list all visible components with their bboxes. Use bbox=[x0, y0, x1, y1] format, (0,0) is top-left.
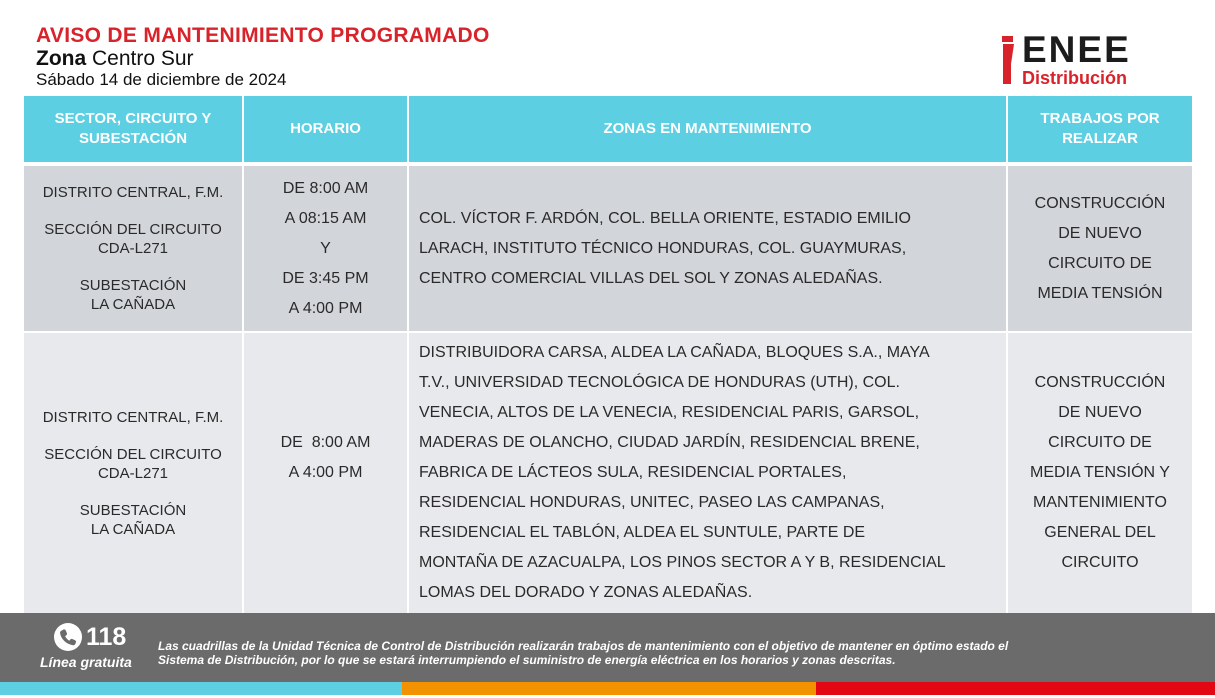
notice-header bbox=[36, 24, 736, 90]
zones-cell bbox=[409, 333, 1008, 613]
zones-line: FABRICA DE LÁCTEOS SULA, RESIDENCIAL PORTALES, bbox=[419, 464, 847, 481]
zones-line: MADERAS DE OLANCHO, CIUDAD JARDÍN, RESIDENCIAL BRENE, bbox=[419, 434, 920, 451]
footer-bar bbox=[0, 613, 1215, 682]
works-cell bbox=[1008, 166, 1192, 331]
zones-line: RESIDENCIAL EL TABLÓN, ALDEA EL SUNTULE, PARTE DE bbox=[419, 524, 866, 541]
schedule-line: A 4:00 PM bbox=[288, 464, 363, 481]
works-line: DE NUEVO bbox=[1058, 404, 1142, 421]
zones-line: MONTAÑA DE AZACUALPA, LOS PINOS SECTOR A Y B, RESIDENCIAL bbox=[419, 554, 946, 571]
sector-cell bbox=[24, 333, 244, 613]
header-works-line: TRABAJOS POR bbox=[1040, 110, 1160, 127]
works-line: GENERAL DEL bbox=[1044, 524, 1156, 541]
zones-line: T.V., UNIVERSIDAD TECNOLÓGICA DE HONDURAS (UTH), COL. bbox=[419, 374, 900, 391]
substation-line: SUBESTACIÓN bbox=[79, 501, 187, 519]
enee-logo-mark-icon bbox=[1000, 36, 1014, 84]
works-line: MEDIA TENSIÓN Y bbox=[1030, 464, 1170, 481]
zones-line: RESIDENCIAL HONDURAS, UNITEC, PASEO LAS CAMPANAS, bbox=[419, 494, 885, 511]
works-line: MEDIA TENSIÓN bbox=[1037, 284, 1163, 302]
zones-line: DISTRIBUIDORA CARSA, ALDEA LA CAÑADA, BLOQUES S.A., MAYA bbox=[419, 344, 930, 361]
phone-number: 118 bbox=[86, 623, 127, 651]
footer-notice-line: Sistema de Distribución, por lo que se estará interrumpiendo el suministro de energía eléctrica en los horarios y zonas descritas. bbox=[158, 653, 896, 667]
substation-line: LA CAÑADA bbox=[90, 296, 176, 313]
footer-notice bbox=[158, 639, 1198, 667]
substation-name bbox=[80, 501, 186, 539]
header-schedule-line: HORARIO bbox=[290, 120, 361, 137]
logo-wordmark: ENEE bbox=[1022, 29, 1131, 70]
table-row bbox=[24, 166, 1192, 331]
works-line: CIRCUITO DE bbox=[1048, 254, 1152, 272]
header-sector-line: SUBESTACIÓN bbox=[78, 130, 188, 147]
sector-line: DISTRITO CENTRAL, F.M. bbox=[42, 408, 224, 426]
circuit-line: SECCIÓN DEL CIRCUITO bbox=[44, 221, 222, 238]
zones-line: VENECIA, ALTOS DE LA VENECIA, RESIDENCIAL PARIS, GARSOL, bbox=[419, 404, 920, 421]
works-line: DE NUEVO bbox=[1058, 224, 1142, 242]
stripe-orange bbox=[402, 682, 816, 695]
sector-name bbox=[43, 183, 224, 202]
notice-title: AVISO DE MANTENIMIENTO PROGRAMADO bbox=[36, 24, 490, 47]
schedule-line: DE 8:00 AM bbox=[282, 179, 369, 197]
table-header-row bbox=[24, 96, 1192, 162]
sector-line: DISTRITO CENTRAL, F.M. bbox=[42, 184, 224, 201]
works-line: MANTENIMIENTO bbox=[1033, 494, 1167, 511]
logo-subtitle: Distribución bbox=[1022, 68, 1128, 88]
substation-line: SUBESTACIÓN bbox=[79, 277, 187, 294]
schedule-line: A 08:15 AM bbox=[284, 209, 367, 227]
maintenance-table bbox=[24, 96, 1192, 613]
substation-line: LA CAÑADA bbox=[90, 520, 176, 538]
zones-line: COL. VÍCTOR F. ARDÓN, COL. BELLA ORIENTE, ESTADIO EMILIO bbox=[419, 209, 911, 227]
works-line: CIRCUITO bbox=[1061, 554, 1139, 571]
schedule-line: DE 8:00 AM bbox=[280, 434, 371, 451]
zones-line: LARACH, INSTITUTO TÉCNICO HONDURAS, COL. GUAYMURAS, bbox=[419, 239, 907, 257]
circuit-line: CDA-L271 bbox=[97, 240, 169, 257]
header-zones bbox=[409, 96, 1008, 162]
works-line: CIRCUITO DE bbox=[1048, 434, 1152, 451]
stripe-red bbox=[816, 682, 1215, 695]
header-schedule bbox=[244, 96, 409, 162]
zones-line: LOMAS DEL DORADO Y ZONAS ALEDAÑAS. bbox=[419, 584, 753, 601]
sector-name bbox=[43, 408, 224, 427]
stripe-cyan bbox=[0, 682, 402, 695]
zone-name: Centro Sur bbox=[86, 47, 194, 70]
works-line: CONSTRUCCIÓN bbox=[1034, 194, 1166, 212]
schedule-line: Y bbox=[320, 239, 331, 257]
notice-date: Sábado 14 de diciembre de 2024 bbox=[36, 70, 287, 89]
header-works-line: REALIZAR bbox=[1062, 130, 1138, 147]
enee-logo bbox=[1000, 29, 1180, 88]
table-row bbox=[24, 333, 1192, 613]
works-line: CONSTRUCCIÓN bbox=[1034, 374, 1166, 391]
circuit-name bbox=[44, 445, 222, 483]
phone-label: Línea gratuita bbox=[40, 654, 132, 670]
sector-cell bbox=[24, 166, 244, 331]
color-stripes bbox=[0, 682, 1215, 695]
schedule-line: A 4:00 PM bbox=[288, 299, 363, 317]
circuit-name bbox=[44, 220, 222, 258]
schedule-cell bbox=[244, 333, 409, 613]
footer-notice-line: Las cuadrillas de la Unidad Técnica de Control de Distribución realizarán trabajos de mantenimiento con el objetivo de mantener en óptimo estado el bbox=[158, 639, 1009, 653]
header-zones-line: ZONAS EN MANTENIMIENTO bbox=[603, 120, 812, 137]
zones-cell bbox=[409, 166, 1008, 331]
zone-label: Zona bbox=[36, 47, 87, 70]
circuit-line: CDA-L271 bbox=[97, 464, 169, 482]
header-sector bbox=[24, 96, 244, 162]
substation-name bbox=[80, 276, 186, 314]
zone-title bbox=[36, 48, 736, 70]
zones-line: CENTRO COMERCIAL VILLAS DEL SOL Y ZONAS ALEDAÑAS. bbox=[419, 269, 883, 287]
circuit-line: SECCIÓN DEL CIRCUITO bbox=[44, 445, 222, 463]
header-works bbox=[1008, 96, 1192, 162]
works-cell bbox=[1008, 333, 1192, 613]
schedule-cell bbox=[244, 166, 409, 331]
phone-icon bbox=[54, 623, 82, 651]
header-sector-line: SECTOR, CIRCUITO Y bbox=[54, 110, 212, 127]
schedule-line: DE 3:45 PM bbox=[282, 269, 369, 287]
